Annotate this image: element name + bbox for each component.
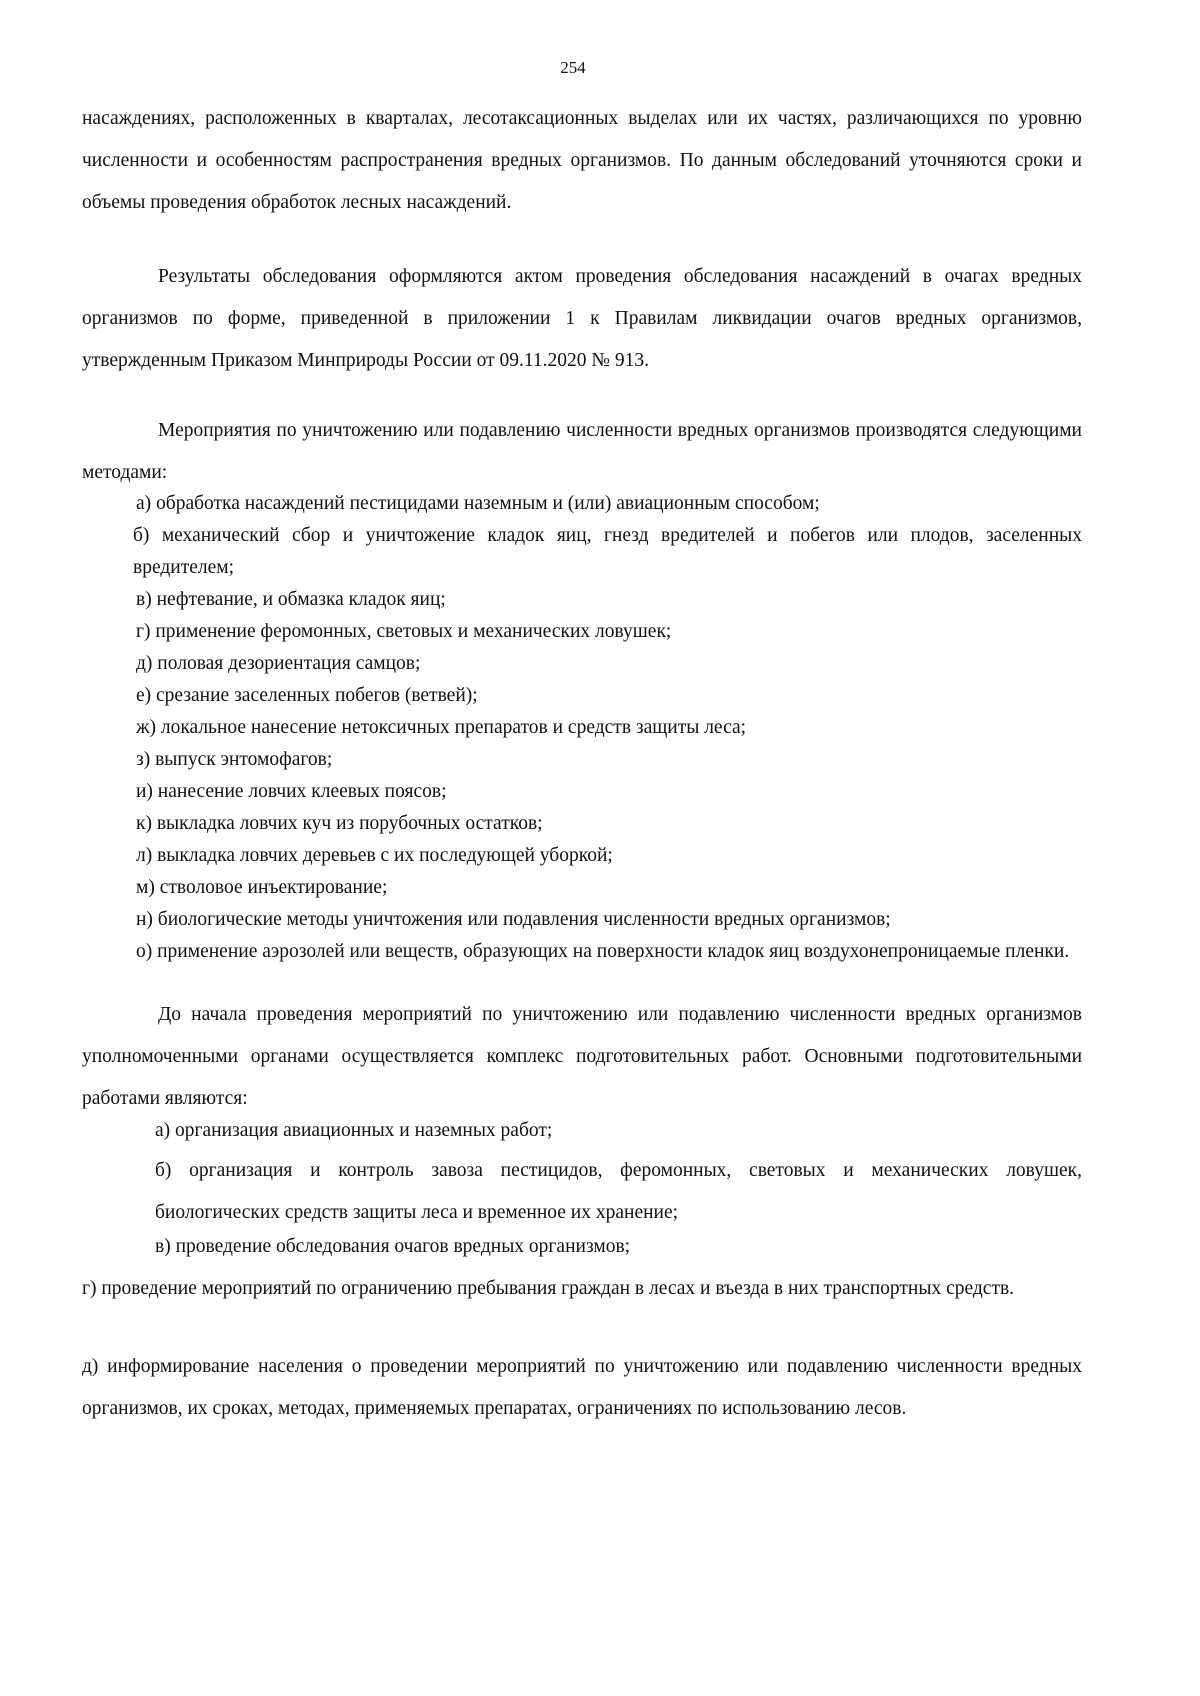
list-item: а) обработка насаждений пестицидами наземным и (или) авиационным способом; xyxy=(136,493,820,514)
list-item: м) стволовое инъектирование; xyxy=(136,877,388,898)
list-item: в) нефтевание, и обмазка кладок яиц; xyxy=(136,589,446,610)
list-item: е) срезание заселенных побегов (ветвей); xyxy=(136,685,478,706)
prep-item-d: д) информирование населения о проведении мероприятий по уничтожению или подавлению численности вредных организмов, их сроках, методах, применяемых препаратах, ограничениях по использованию лесов. xyxy=(82,1356,1082,1419)
list-item: б) механический сбор и уничтожение кладок яиц, гнезд вредителей и побегов или плодов, заселенных вредителем; xyxy=(133,525,1082,578)
list-item: г) применение феромонных, световых и механических ловушек; xyxy=(136,621,672,642)
prep-item-a: а) организация авиационных и наземных работ; xyxy=(155,1120,553,1141)
prep-item-v: в) проведение обследования очагов вредных организмов; xyxy=(155,1236,631,1257)
paragraph-3: Мероприятия по уничтожению или подавлению численности вредных организмов производятся следующими методами: xyxy=(82,420,1082,483)
list-item: и) нанесение ловчих клеевых поясов; xyxy=(136,781,447,802)
paragraph-1: насаждениях, расположенных в кварталах, лесотаксационных выделах или их частях, различающихся по уровню численности и особенностям распространения вредных организмов. По данным обследований уточняются сроки и объемы проведения обработок лесных насаждений. xyxy=(82,108,1082,213)
prep-intro: До начала проведения мероприятий по уничтожению или подавлению численности вредных организмов уполномоченными органами осуществляется комплекс подготовительных работ. Основными подготовительными работами являются: xyxy=(82,1004,1082,1109)
methods-list xyxy=(133,488,1082,968)
list-item: ж) локальное нанесение нетоксичных препаратов и средств защиты леса; xyxy=(136,717,747,738)
prep-item-g: г) проведение мероприятий по ограничению пребывания граждан в лесах и въезда в них транспортных средств. xyxy=(82,1278,1015,1299)
list-item: к) выкладка ловчих куч из порубочных остатков; xyxy=(136,813,543,834)
list-item: н) биологические методы уничтожения или подавления численности вредных организмов; xyxy=(136,909,891,930)
list-item: д) половая дезориентация самцов; xyxy=(136,653,421,674)
list-item: л) выкладка ловчих деревьев с их последующей уборкой; xyxy=(136,845,613,866)
page-number: 254 xyxy=(560,58,586,77)
list-item: з) выпуск энтомофагов; xyxy=(136,749,333,770)
list-item: о) применение аэрозолей или веществ, образующих на поверхности кладок яиц воздухонепроницаемые пленки. xyxy=(136,941,1070,962)
paragraph-2: Результаты обследования оформляются актом проведения обследования насаждений в очагах вредных организмов по форме, приведенной в приложении 1 к Правилам ликвидации очагов вредных организмов, утвержденным Приказом Минприроды России от 09.11.2020 № 913. xyxy=(82,266,1082,371)
prep-item-b: б) организация и контроль завоза пестицидов, феромонных, световых и механических ловушек, биологических средств защиты леса и временное их хранение; xyxy=(155,1160,1082,1223)
